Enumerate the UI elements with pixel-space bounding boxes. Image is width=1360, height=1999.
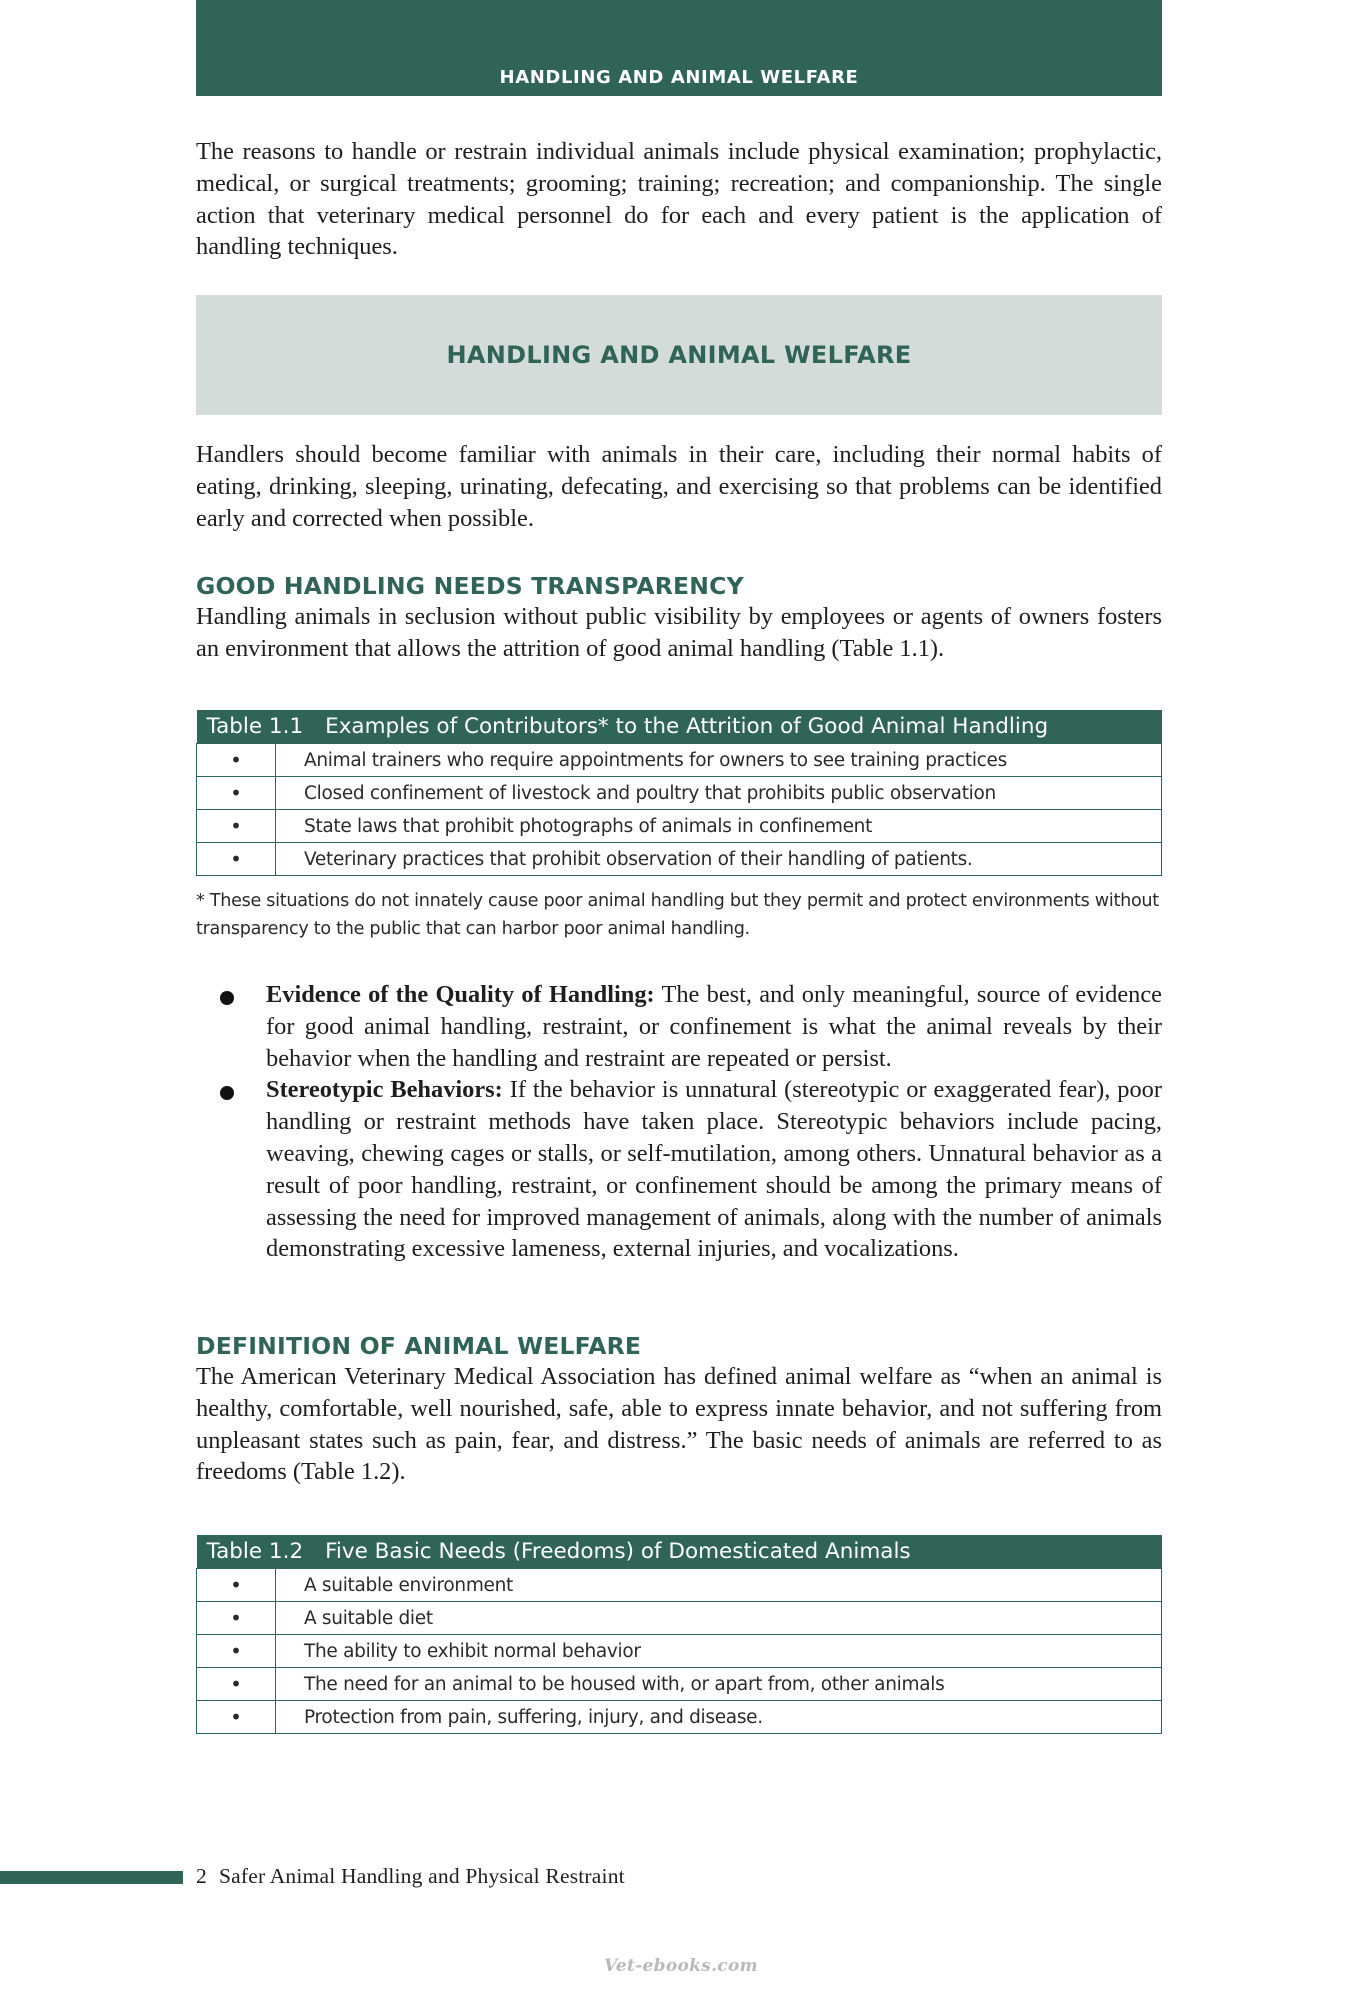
table-row bbox=[197, 810, 1162, 843]
bullet-icon bbox=[220, 1086, 234, 1100]
bullet-cell: • bbox=[197, 744, 276, 777]
watermark: Vet-ebooks.com bbox=[604, 1956, 758, 1976]
running-head-text: HANDLING AND ANIMAL WELFARE bbox=[499, 67, 859, 88]
bullet-list bbox=[196, 979, 1162, 1265]
table-row bbox=[197, 1569, 1162, 1602]
table-caption bbox=[197, 710, 1162, 744]
table-1-1 bbox=[196, 710, 1162, 876]
bullet-text: The best, and only meaningful, source of evidence for good animal handling, restraint, or confinement is what the animal reveals by their behavior when the handling and restraint are repeated or persist. bbox=[266, 981, 1162, 1072]
intro-block bbox=[196, 136, 1162, 263]
footer-accent-bar bbox=[0, 1871, 183, 1884]
transparency-heading: GOOD HANDLING NEEDS TRANSPARENCY bbox=[196, 572, 744, 600]
bullet-text: If the behavior is unnatural (stereotypic or exaggerated fear), poor handling or restraint methods have taken place. Stereotypic behaviors include pacing, weaving, chewing cages or stalls, or self-mutilation, among others. Unnatural behavior as a result of poor handling, restraint, or confinement should be among the primary means of assessing the need for improved management of animals, along with the number of animals demonstrating excessive lameness, external injuries, and vocalizations. bbox=[266, 1076, 1162, 1263]
intro-paragraph: The reasons to handle or restrain individual animals include physical examination; prophylactic, medical, or surgical treatments; grooming; training; recreation; and companionship. The single action that veterinary medical personnel do for each and every patient is the application of handling techniques. bbox=[196, 138, 1162, 261]
section-banner bbox=[196, 295, 1162, 415]
transparency-section bbox=[196, 571, 1162, 665]
section-intro-block bbox=[196, 439, 1162, 534]
definition-paragraph: The American Veterinary Medical Association has defined animal welfare as “when an animal is healthy, comfortable, well nourished, safe, able to express innate behavior, and not suffering from unpleasant states such as pain, fear, and distress.” The basic needs of animals are referred to as freedoms (Table 1.2). bbox=[196, 1363, 1162, 1486]
table-cell: The ability to exhibit normal behavior bbox=[276, 1635, 1162, 1668]
table-row bbox=[197, 744, 1162, 777]
page-footer bbox=[196, 1864, 625, 1889]
transparency-paragraph: Handling animals in seclusion without public visibility by employees or agents of owners fosters an environment that allows the attrition of good animal handling (Table 1.1). bbox=[196, 603, 1162, 662]
table-cell: The need for an animal to be housed with, or apart from, other animals bbox=[276, 1668, 1162, 1701]
section-heading: HANDLING AND ANIMAL WELFARE bbox=[446, 341, 912, 369]
table-cell: Protection from pain, suffering, injury, and disease. bbox=[276, 1701, 1162, 1734]
table-number: Table 1.1 bbox=[206, 714, 304, 739]
table-row bbox=[197, 777, 1162, 810]
table-cell: Veterinary practices that prohibit observation of their handling of patients. bbox=[276, 843, 1162, 876]
bullet-cell: • bbox=[197, 810, 276, 843]
table-header bbox=[197, 710, 1162, 744]
bullet-cell: • bbox=[197, 1602, 276, 1635]
bullet-icon bbox=[220, 991, 234, 1005]
table-number: Table 1.2 bbox=[206, 1539, 304, 1564]
bullet-term: Evidence of the Quality of Handling: bbox=[266, 981, 655, 1008]
table-row bbox=[197, 1701, 1162, 1734]
definition-heading: DEFINITION OF ANIMAL WELFARE bbox=[196, 1332, 642, 1360]
table-cell: Closed confinement of livestock and poultry that prohibits public observation bbox=[276, 777, 1162, 810]
section-intro-paragraph: Handlers should become familiar with animals in their care, including their normal habits of eating, drinking, sleeping, urinating, defecating, and exercising so that problems can be identified early and corrected when possible. bbox=[196, 441, 1162, 532]
table-title: Five Basic Needs (Freedoms) of Domesticated Animals bbox=[325, 1539, 911, 1564]
table-caption bbox=[197, 1535, 1162, 1569]
table-row bbox=[197, 843, 1162, 876]
bullet-cell: • bbox=[197, 1635, 276, 1668]
bullet-term: Stereotypic Behaviors: bbox=[266, 1076, 503, 1104]
table-header bbox=[197, 1535, 1162, 1569]
table-cell: State laws that prohibit photographs of animals in confinement bbox=[276, 810, 1162, 843]
list-item bbox=[196, 1074, 1162, 1265]
table-cell: A suitable environment bbox=[276, 1569, 1162, 1602]
definition-section bbox=[196, 1331, 1162, 1488]
list-item bbox=[196, 979, 1162, 1074]
table-cell: Animal trainers who require appointments for owners to see training practices bbox=[276, 744, 1162, 777]
table-1-2 bbox=[196, 1535, 1162, 1734]
bullet-cell: • bbox=[197, 843, 276, 876]
table-row bbox=[197, 1602, 1162, 1635]
table-footnote: * These situations do not innately cause poor animal handling but they permit and protect environments without transparency to the public that can harbor poor animal handling. bbox=[196, 891, 1159, 939]
running-head bbox=[196, 0, 1162, 96]
table-cell: A suitable diet bbox=[276, 1602, 1162, 1635]
bullet-cell: • bbox=[197, 1701, 276, 1734]
table-title: Examples of Contributors* to the Attrition of Good Animal Handling bbox=[325, 714, 1049, 739]
bullet-cell: • bbox=[197, 777, 276, 810]
book-title: Safer Animal Handling and Physical Restraint bbox=[218, 1864, 625, 1888]
page-number: 2 bbox=[196, 1864, 207, 1888]
table-row bbox=[197, 1668, 1162, 1701]
bullet-cell: • bbox=[197, 1668, 276, 1701]
bullet-cell: • bbox=[197, 1569, 276, 1602]
table-row bbox=[197, 1635, 1162, 1668]
